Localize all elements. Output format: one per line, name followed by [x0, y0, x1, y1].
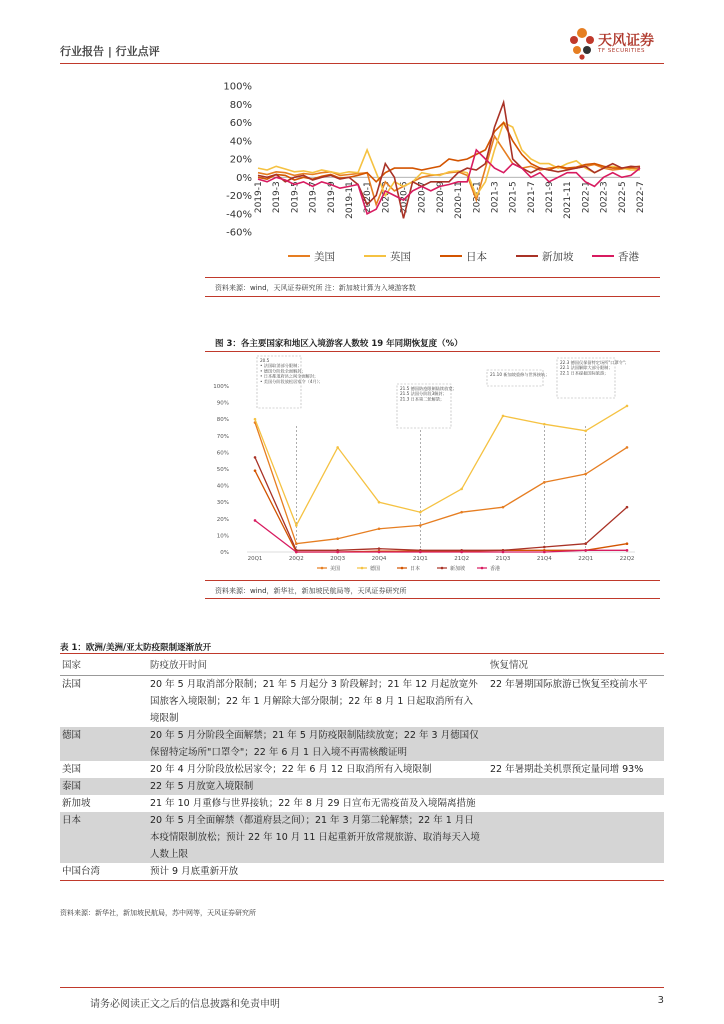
series-point — [543, 546, 546, 549]
table-row — [60, 761, 664, 778]
series-line — [255, 521, 627, 553]
series-point — [378, 501, 381, 504]
series-point — [502, 551, 505, 554]
series-line — [255, 423, 627, 544]
y-tick-label: 80% — [216, 417, 229, 424]
table-row — [60, 675, 664, 727]
recovery-cell — [488, 863, 664, 881]
x-tick-label: 2020-7 — [417, 181, 428, 214]
annotation-text: 22.3 德国仅保留特定场所"口罩令"； 22.1 法国解除大部分限制； 22.1 日本提振国际旅游； — [560, 360, 629, 376]
series-point — [378, 527, 381, 530]
legend-label: 新加坡 — [542, 251, 574, 263]
series-point — [336, 446, 339, 449]
legend-label: 美国 — [330, 566, 341, 572]
legend-marker — [401, 567, 404, 570]
header-divider — [60, 63, 664, 64]
series-point — [336, 551, 339, 554]
y-tick-label: 40% — [229, 136, 252, 148]
x-tick-label: 2021-7 — [526, 181, 537, 214]
y-tick-label: 100% — [213, 384, 229, 390]
policy-cell: 20 年 4 月分阶段放松居家令；22 年 6 月 12 日取消所有入境限制 — [150, 763, 432, 775]
table-title-divider — [60, 653, 664, 654]
x-tick-label: 2020-5 — [399, 181, 410, 214]
figure3-source: 资料来源：wind，新华社，新加坡民航局等，天风证券研究所 — [215, 587, 407, 595]
x-tick-label: 2020-9 — [435, 181, 446, 214]
legend-marker — [441, 567, 444, 570]
y-tick-label: 40% — [216, 483, 229, 490]
country-cell: 中国台湾 — [60, 863, 118, 881]
x-tick-label: 2019-11 — [344, 181, 355, 219]
x-tick-label: 2019-9 — [326, 181, 337, 214]
x-tick-label: 21Q4 — [536, 556, 552, 562]
footer-divider — [60, 987, 664, 988]
y-tick-label: 80% — [229, 99, 252, 111]
legend-label: 日本 — [410, 566, 421, 572]
policy-cell: 预计 9 月底重新开放 — [118, 863, 488, 881]
series-point — [295, 551, 298, 554]
series-point — [502, 415, 505, 418]
policy-table — [60, 656, 664, 881]
table-row — [60, 812, 664, 863]
figure2-bottom-divider — [205, 296, 660, 297]
series-point — [543, 481, 546, 484]
x-tick-label: 22Q1 — [578, 556, 594, 562]
recovery-rate-chart — [205, 354, 660, 576]
x-tick-label: 2021-11 — [563, 181, 574, 219]
header-policy: 防疫放开时间 — [118, 656, 488, 675]
y-tick-label: 70% — [216, 433, 229, 440]
table-title: 表 1：欧洲/美洲/亚太防疫限制逐渐放开 — [60, 643, 212, 653]
brand-logo — [568, 26, 678, 62]
x-tick-label: 2021-5 — [508, 181, 519, 214]
recovery-cell — [488, 795, 664, 812]
legend-marker — [321, 567, 324, 570]
y-tick-label: 60% — [216, 450, 229, 457]
y-tick-label: 50% — [216, 467, 229, 473]
x-tick-label: 2020-11 — [454, 181, 465, 219]
annotation-text: 21.5 德国防疫限制陆续放宽； 21.5 法国分阶段3解封； 21.3 日本第二轮解禁； — [400, 386, 457, 402]
table-row — [60, 795, 664, 812]
series-point — [336, 537, 339, 540]
x-tick-label: 2019-5 — [290, 181, 301, 214]
table-row — [60, 727, 664, 761]
recovery-cell — [488, 727, 664, 761]
series-point — [584, 542, 587, 545]
series-point — [378, 547, 381, 550]
y-tick-label: 60% — [229, 118, 252, 129]
x-tick-label: 20Q3 — [330, 556, 346, 562]
legend-label: 英国 — [390, 251, 411, 263]
series-point — [419, 511, 422, 514]
y-tick-label: -40% — [226, 209, 252, 221]
series-point — [543, 551, 546, 554]
flower-logo-icon — [568, 26, 596, 60]
series-point — [626, 549, 629, 552]
series-point — [626, 542, 629, 545]
series-point — [295, 524, 298, 527]
x-tick-label: 2021-9 — [545, 181, 556, 214]
recovery-cell — [488, 812, 664, 863]
y-tick-label: 0% — [236, 172, 252, 184]
country-cell: 德国 — [60, 727, 118, 761]
series-point — [419, 551, 422, 554]
recovery-cell: 22 年暑期国际旅游已恢复至疫前水平 — [490, 678, 648, 690]
x-tick-label: 20Q2 — [288, 556, 304, 562]
figure2-source: 资料来源：wind，天风证券研究所 注：新加坡计算为入境游客数 — [215, 284, 416, 292]
legend-label: 德国 — [370, 566, 381, 572]
series-point — [460, 511, 463, 514]
legend-label: 日本 — [466, 251, 487, 263]
country-cell: 法国 — [62, 678, 82, 690]
series-line — [255, 457, 627, 550]
figure3-source-rule — [205, 598, 660, 599]
series-point — [378, 551, 381, 554]
y-tick-label: 20% — [229, 154, 252, 166]
x-tick-label: 2021-3 — [490, 181, 501, 214]
figure2-top-divider — [205, 277, 660, 278]
annotation-text: 21.10 新加坡重修与世界接轨； — [490, 372, 550, 377]
legend-marker — [361, 567, 364, 570]
x-tick-label: 2022-1 — [581, 181, 592, 214]
x-tick-label: 2022-7 — [636, 181, 646, 214]
brand-name-en: TF SECURITIES — [598, 48, 645, 54]
series-point — [626, 506, 629, 509]
series-point — [584, 430, 587, 433]
x-tick-label: 22Q2 — [619, 556, 635, 562]
y-tick-label: -20% — [226, 191, 252, 202]
y-tick-label: 20% — [216, 516, 229, 523]
y-tick-label: 100% — [223, 81, 252, 93]
country-cell: 美国 — [62, 763, 82, 775]
table-header-row — [60, 656, 664, 675]
y-tick-label: 0% — [220, 550, 229, 556]
page-number: 3 — [657, 995, 664, 1006]
header-recovery: 恢复情况 — [488, 656, 664, 675]
legend-marker — [481, 567, 484, 570]
legend-label: 美国 — [314, 251, 335, 263]
series-point — [460, 551, 463, 554]
series-point — [626, 446, 629, 449]
series-point — [254, 519, 257, 522]
x-tick-label: 2019-7 — [308, 181, 319, 214]
x-tick-label: 21Q1 — [412, 556, 428, 562]
x-tick-label: 2020-3 — [381, 181, 392, 214]
y-tick-label: 10% — [216, 533, 229, 540]
x-tick-label: 20Q1 — [247, 556, 263, 562]
figure3-title: 图 3：各主要国家和地区入境游客人数较 19 年同期恢复度（%） — [215, 339, 463, 349]
series-point — [626, 405, 629, 408]
header-country: 国家 — [60, 656, 118, 675]
recovery-cell — [488, 778, 664, 795]
disclaimer-text: 请务必阅读正文之后的信息披露和免责申明 — [90, 999, 280, 1010]
table-row — [60, 778, 664, 795]
x-tick-label: 2020-1 — [363, 181, 374, 214]
x-tick-label: 2019-1 — [254, 181, 264, 214]
x-tick-label: 21Q3 — [495, 556, 511, 562]
y-tick-label: 30% — [216, 500, 229, 507]
legend-label: 新加坡 — [450, 566, 466, 572]
country-cell: 新加坡 — [62, 797, 91, 809]
policy-cell: 20 年 5 月全面解禁（都道府县之间）；21 年 3 月第二轮解禁；22 年 1 月日本疫情限制放松；预计 22 年 10 月 11 日起重新开放常规旅游、取消每天入境人数上限 — [118, 812, 488, 863]
series-point — [419, 524, 422, 527]
country-visitor-change-chart — [200, 76, 670, 270]
policy-cell: 20 年 5 月取消部分限制；21 年 5 月起分 3 阶段解封；21 年 12 月起放宽外国旅客入境限制；22 年 1 月解除大部分限制；22 年 8 月 1 日起取消所有入境限制 — [150, 678, 478, 724]
series-point — [543, 423, 546, 426]
series-point — [254, 469, 257, 472]
series-point — [460, 488, 463, 491]
y-tick-label: 90% — [216, 400, 229, 407]
x-tick-label: 2021-1 — [472, 181, 483, 214]
figure3-bottom-rule — [205, 580, 660, 581]
series-line — [255, 471, 627, 552]
recovery-cell: 22 年暑期赴美机票预定量同增 93% — [490, 763, 644, 775]
annotation-text: 20.5 • 法国取消部分限制；• 德国分阶段全面解封；• 日本都道府县之间全面解封；• 美国分阶段放松居家令（4月）； — [260, 358, 323, 384]
series-point — [254, 418, 257, 421]
series-point — [295, 542, 298, 545]
policy-cell: 20 年 5 月分阶段全面解禁；21 年 5 月防疫限制陆续放宽；22 年 3 月德国仅保留特定场所"口罩令"；22 年 6 月 1 日入境不再需核酸证明 — [118, 727, 488, 761]
series-point — [584, 473, 587, 476]
table-row — [60, 863, 664, 881]
x-tick-label: 20Q4 — [371, 556, 387, 562]
x-tick-label: 2022-5 — [617, 181, 628, 214]
policy-cell: 22 年 5 月放宽入境限制 — [118, 778, 488, 795]
x-tick-label: 2019-3 — [272, 181, 283, 214]
series-point — [502, 506, 505, 509]
country-cell: 泰国 — [60, 778, 118, 795]
figure3-title-divider — [205, 351, 660, 352]
x-tick-label: 21Q2 — [454, 556, 470, 562]
legend-label: 香港 — [618, 251, 639, 263]
y-tick-label: -60% — [226, 227, 252, 239]
brand-name-cn: 天风证券 — [598, 33, 654, 49]
policy-cell: 21 年 10 月重修与世界接轨；22 年 8 月 29 日宣布无需疫苗及入境隔离措施 — [150, 797, 476, 809]
series-point — [584, 549, 587, 552]
series-point — [254, 456, 257, 459]
country-cell: 日本 — [60, 812, 118, 863]
report-category: 行业报告 | 行业点评 — [60, 45, 160, 58]
legend-label: 香港 — [490, 566, 501, 572]
table-source: 资料来源：新华社，新加坡民航局，苏中网等，天风证券研究所 — [60, 909, 256, 917]
x-tick-label: 2022-3 — [599, 181, 610, 214]
